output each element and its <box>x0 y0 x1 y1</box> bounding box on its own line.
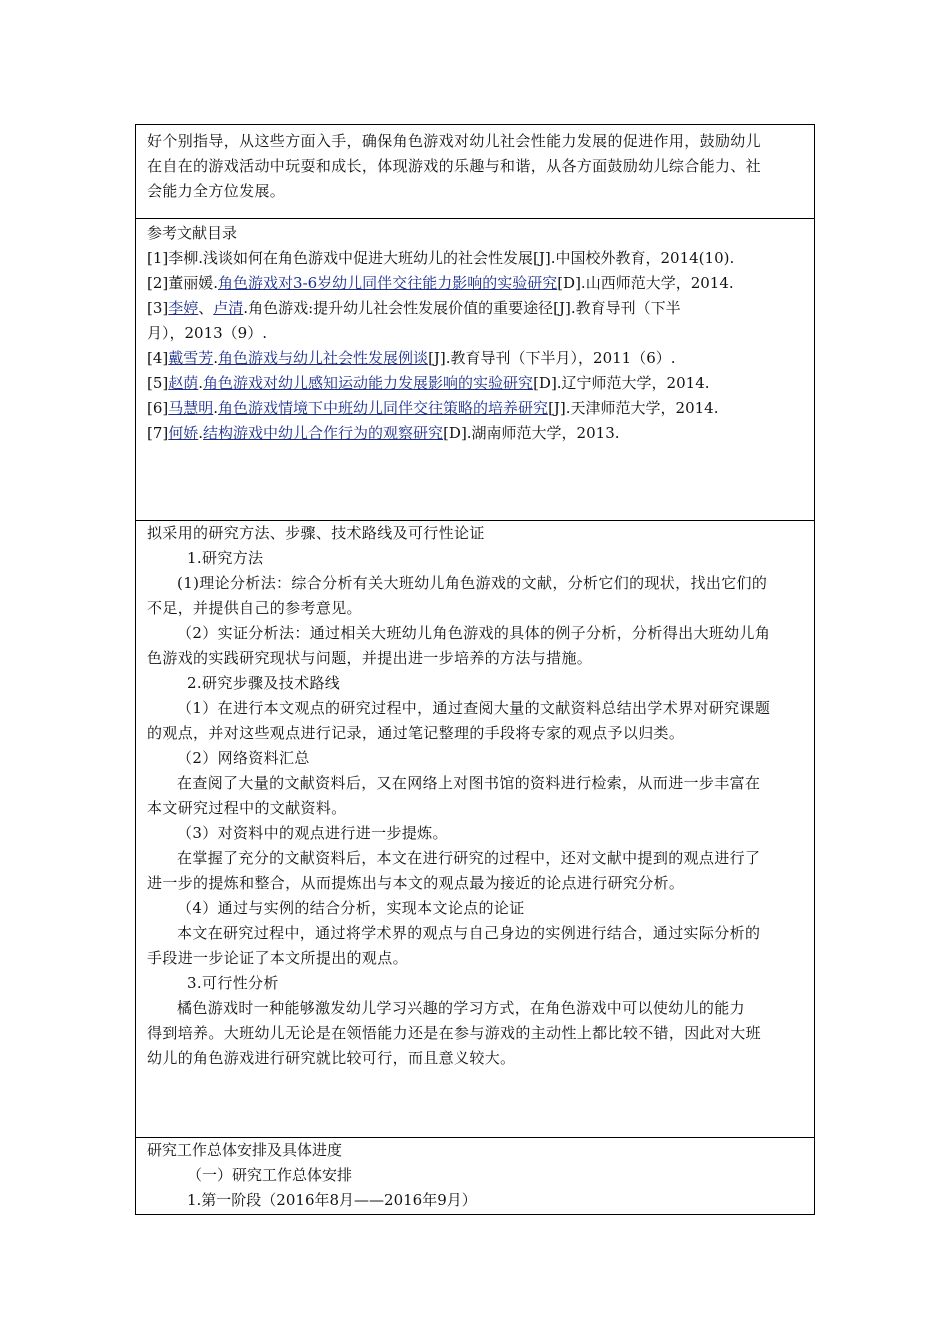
references-cell <box>135 218 815 521</box>
reference-item-3 <box>147 296 809 321</box>
methods-paragraph: 幼儿的角色游戏进行研究就比较可行，而且意义较大。 <box>147 1049 516 1067</box>
schedule-heading: 研究工作总体安排及具体进度 <box>147 1141 343 1159</box>
reference-source: [D].山西师范大学，2014. <box>557 274 734 292</box>
methods-subheading: 2.研究步骤及技术路线 <box>187 674 341 692</box>
reference-title-link[interactable]: 角色游戏对幼儿感知运动能力发展影响的实验研究 <box>203 374 534 392</box>
reference-index: [6] <box>147 399 169 417</box>
reference-source: [D].湖南师范大学，2013. <box>443 424 620 442</box>
reference-author-link[interactable]: 赵荫 <box>168 374 199 392</box>
reference-title-link[interactable]: 结构游戏中幼儿合作行为的观察研究 <box>203 424 444 442</box>
reference-index: [5] <box>147 374 169 392</box>
reference-source: [J].天津师范大学，2014. <box>548 399 719 417</box>
reference-author-link[interactable]: 卢清 <box>213 299 244 317</box>
summary-line: 会能力全方位发展。 <box>147 182 286 200</box>
methods-paragraph: 的观点，并对这些观点进行记录，通过笔记整理的手段将专家的观点予以归类。 <box>147 724 685 742</box>
reference-index: [3] <box>147 299 169 317</box>
methods-paragraph: 本文在研究过程中，通过将学术界的观点与自己身边的实例进行结合，通过实际分析的 <box>177 924 761 942</box>
reference-title-link[interactable]: 角色游戏情境下中班幼儿同伴交往策略的培养研究 <box>218 399 549 417</box>
methods-paragraph: 橘色游戏时一种能够激发幼儿学习兴趣的学习方式，在角色游戏中可以使幼儿的能力 <box>177 999 745 1017</box>
methods-paragraph: 手段进一步论证了本文所提出的观点。 <box>147 949 408 967</box>
references-heading: 参考文献目录 <box>147 224 238 242</box>
summary-cell <box>135 124 815 219</box>
methods-paragraph: 进一步的提炼和整合，从而提炼出与本文的观点最为接近的论点进行研究分析。 <box>147 874 685 892</box>
methods-paragraph: (1)理论分析法：综合分析有关大班幼儿角色游戏的文献，分析它们的现状，找出它们的 <box>177 574 768 592</box>
reference-item-2 <box>147 271 809 296</box>
reference-author: [2]董丽媛. <box>147 274 219 292</box>
reference-item-5 <box>147 371 809 396</box>
summary-text <box>147 129 809 204</box>
summary-line: 好个别指导，从这些方面入手，确保角色游戏对幼儿社会性能力发展的促进作用，鼓励幼儿 <box>147 132 762 150</box>
reference-item-4 <box>147 346 809 371</box>
methods-paragraph: 在掌握了充分的文献资料后，本文在进行研究的过程中，还对文献中提到的观点进行了 <box>177 849 761 867</box>
methods-paragraph: 色游戏的实践研究现状与问题，并提出进一步培养的方法与措施。 <box>147 649 593 667</box>
reference-item-6 <box>147 396 809 421</box>
methods-paragraph: 本文研究过程中的文献资料。 <box>147 799 347 817</box>
schedule-subheading: （一）研究工作总体安排 <box>187 1166 353 1184</box>
reference-index: [7] <box>147 424 169 442</box>
methods-paragraph: （4）通过与实例的结合分析，实现本文论点的论证 <box>177 899 525 917</box>
reference-index: [4] <box>147 349 169 367</box>
references-list <box>147 221 809 446</box>
reference-author-link[interactable]: 马慧明 <box>168 399 214 417</box>
reference-author-link[interactable]: 何娇 <box>168 424 199 442</box>
reference-source: .角色游戏:提升幼儿社会性发展价值的重要途径[J].教育导刊（下半 <box>243 299 681 317</box>
reference-dot: . <box>198 374 204 392</box>
reference-title-link[interactable]: 角色游戏与幼儿社会性发展例谈 <box>218 349 429 367</box>
methods-paragraph: 在查阅了大量的文献资料后，又在网络上对图书馆的资料进行检索，从而进一步丰富在 <box>177 774 761 792</box>
reference-dot: . <box>213 399 219 417</box>
reference-item-1: [1]李柳.浅谈如何在角色游戏中促进大班幼儿的社会性发展[J].中国校外教育，2014(10). <box>147 249 735 267</box>
reference-item-7 <box>147 421 809 446</box>
reference-author-link[interactable]: 李婷 <box>168 299 199 317</box>
methods-text <box>147 521 809 1071</box>
methods-paragraph: （2）网络资料汇总 <box>177 749 310 767</box>
methods-heading: 拟采用的研究方法、步骤、技术路线及可行性论证 <box>147 524 485 542</box>
methods-paragraph: 得到培养。大班幼儿无论是在领悟能力还是在参与游戏的主动性上都比较不错，因此对大班 <box>147 1024 762 1042</box>
reference-source: [D].辽宁师范大学，2014. <box>533 374 710 392</box>
schedule-cell <box>135 1137 815 1215</box>
schedule-text <box>147 1138 809 1213</box>
methods-paragraph: （2）实证分析法：通过相关大班幼儿角色游戏的具体的例子分析，分析得出大班幼儿角 <box>177 624 771 642</box>
reference-source: [J].教育导刊（下半月），2011（6）. <box>428 349 676 367</box>
methods-subheading: 3.可行性分析 <box>187 974 279 992</box>
methods-cell <box>135 520 815 1138</box>
reference-item-3-cont: 月），2013（9）. <box>147 324 267 342</box>
methods-subheading: 1.研究方法 <box>187 549 264 567</box>
methods-paragraph: 不足，并提供自己的参考意见。 <box>147 599 362 617</box>
reference-dot: . <box>198 424 204 442</box>
schedule-phase: 1.第一阶段（2016年8月——2016年9月） <box>187 1191 477 1209</box>
methods-paragraph: （1）在进行本文观点的研究过程中，通过查阅大量的文献资料总结出学术界对研究课题 <box>177 699 771 717</box>
summary-line: 在自在的游戏活动中玩耍和成长，体现游戏的乐趣与和谐，从各方面鼓励幼儿综合能力、社 <box>147 157 762 175</box>
reference-separator: 、 <box>198 299 214 317</box>
reference-title-link[interactable]: 角色游戏对3-6岁幼儿同伴交往能力影响的实验研究 <box>218 274 558 292</box>
reference-author-link[interactable]: 戴雪芳 <box>168 349 214 367</box>
reference-dot: . <box>213 349 219 367</box>
methods-paragraph: （3）对资料中的观点进行进一步提炼。 <box>177 824 448 842</box>
